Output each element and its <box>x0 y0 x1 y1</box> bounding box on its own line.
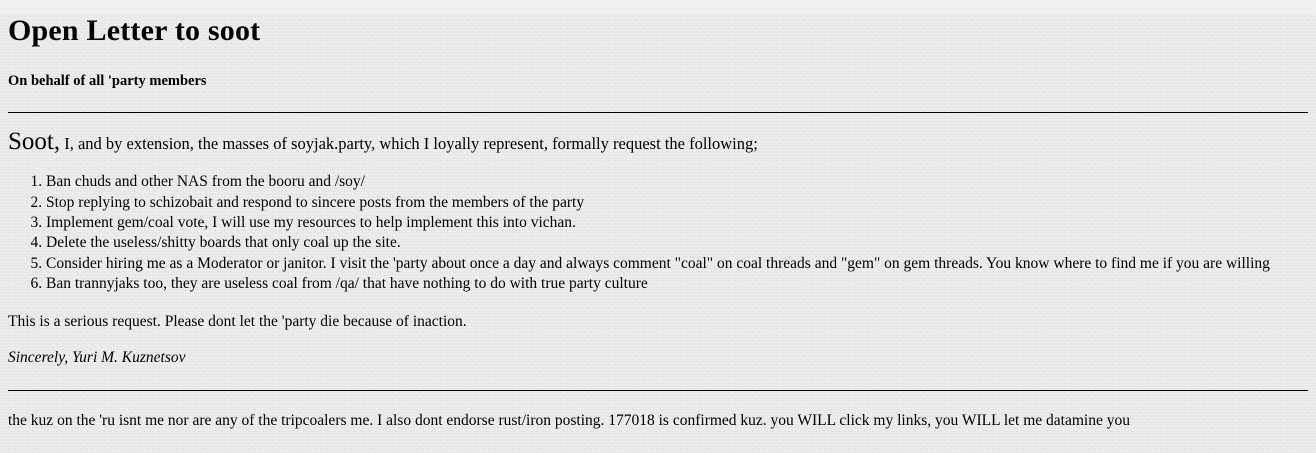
signature-line: Sincerely, Yuri M. Kuznetsov <box>8 349 186 367</box>
list-item: 3. Implement gem/coal vote, I will use my resources to help implement this into vichan. <box>46 213 1308 233</box>
list-item: 1. Ban chuds and other NAS from the booru and /soy/ <box>46 172 1308 192</box>
page-subtitle: On behalf of all 'party members <box>8 72 207 89</box>
page-title: Open Letter to soot <box>8 14 261 47</box>
letter-intro <box>8 129 1308 154</box>
list-item: 4. Delete the useless/shitty boards that only coal up the site. <box>46 233 1308 253</box>
closing-paragraph: This is a serious request. Please dont let the 'party die because of inaction. <box>8 313 467 331</box>
letter-intro-text: I, and by extension, the masses of soyjak.party, which I loyally represent, formally request the following; <box>64 133 758 153</box>
divider-top <box>8 112 1308 113</box>
letter-salutation: Soot, <box>8 127 61 155</box>
document-page <box>0 14 1316 432</box>
document-body <box>0 14 1316 453</box>
postscript-paragraph: the kuz on the 'ru isnt me nor are any of the tripcoalers me. I also dont endorse rust/iron posting. 177018 is confirmed kuz. you WILL click my links, you WILL let me datamine you <box>8 412 1130 430</box>
list-item: 5. Consider hiring me as a Moderator or janitor. I visit the 'party about once a day and always comment "coal" on coal threads and "gem" on gem threads. You know where to find me if you are willing <box>46 254 1308 274</box>
list-item: 6. Ban trannyjaks too, they are useless coal from /qa/ that have nothing to do with true party culture <box>46 274 1308 294</box>
list-item: 2. Stop replying to schizobait and respond to sincere posts from the members of the party <box>46 193 1308 213</box>
divider-bottom <box>8 390 1308 391</box>
demands-list <box>8 172 1308 294</box>
